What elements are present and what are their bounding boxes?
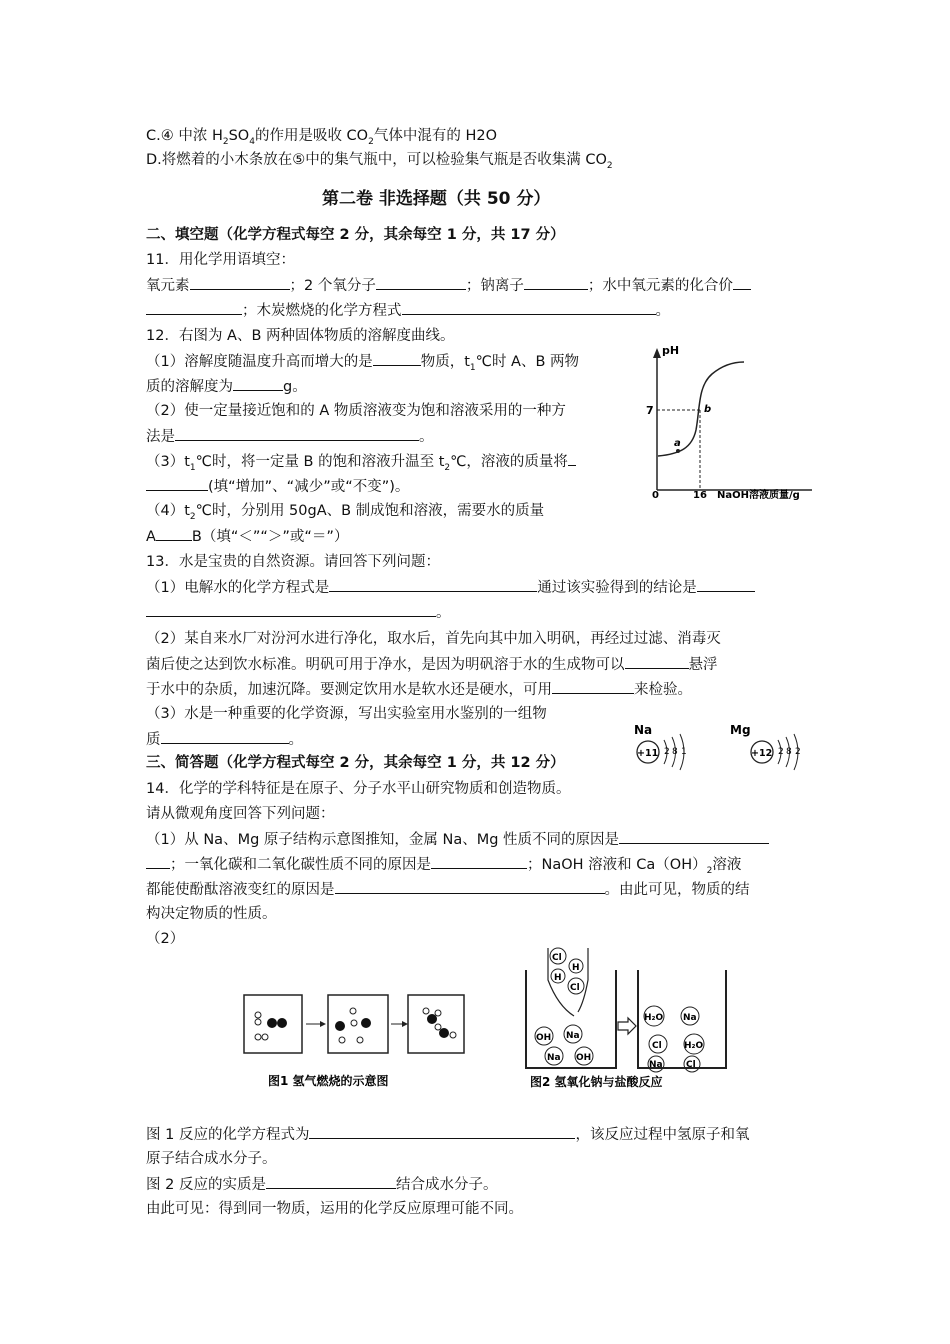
figure2-neutralization: [518, 940, 732, 1092]
fig2-caption: 图2 氢氧化钠与盐酸反应: [530, 1075, 663, 1089]
ion-h: H: [572, 963, 580, 973]
fig1-arrow-2-head: [402, 1021, 408, 1027]
blank[interactable]: [619, 829, 769, 844]
o-atom: [267, 1018, 277, 1028]
q12-p4a: $(4)t_2℃$时，分别用 50gA、B 制成饱和溶液，需要水的质量: [146, 503, 545, 522]
q14-p1d: 构决定物质的性质。: [146, 906, 277, 922]
y-axis-label: pH: [662, 344, 680, 357]
blank[interactable]: [373, 351, 421, 366]
ion-na: Na: [547, 1053, 561, 1063]
section2-heading: 二、填空题（化学方程式每空 2 分，其余每空 1 分，共 17 分）: [146, 227, 565, 243]
q14-p1c: 都能使酚酞溶液变红的原因是 。由此可见，物质的结: [146, 879, 750, 900]
h-atom: [435, 1010, 441, 1016]
h-atom: [350, 1008, 356, 1014]
blank[interactable]: [733, 275, 751, 290]
figure1-hydrogen-combustion: [238, 985, 478, 1095]
q13-p3a: （3）水是一种重要的化学资源，写出实验室用水鉴别的一组物: [146, 706, 547, 722]
na-symbol: Na: [634, 723, 653, 737]
option-c: C.④ 中浓 $H_2SO_4$的作用是吸收 $CO_2$气体中混有的 H2O: [146, 128, 497, 147]
h-atom: [255, 1012, 261, 1018]
q14-r1a: 图 1 反应的化学方程式为 ，该反应过程中氢原子和氧: [146, 1124, 749, 1145]
blank[interactable]: [329, 577, 537, 592]
o-atom: [335, 1021, 345, 1031]
h-atom: [351, 1020, 357, 1026]
blank[interactable]: [431, 854, 527, 869]
ion-na: Na: [566, 1031, 580, 1041]
blank[interactable]: [335, 879, 605, 894]
fig1-box-3: [408, 995, 464, 1053]
q13-p2c: 于水中的杂质，加速沉降。要测定饮用水是软水还是硬水，可用 来检验。: [146, 679, 692, 700]
h-atom: [435, 1024, 441, 1030]
h-atom: [255, 1034, 261, 1040]
na-shell-3-count: 1: [681, 747, 687, 757]
ion-na: Na: [649, 1060, 663, 1070]
q13-p1a: （1）电解水的化学方程式是 通过该实验得到的结论是: [146, 577, 755, 598]
q12-p1b: 质的溶解度为 g。: [146, 376, 307, 397]
q13-p2a: （2）某自来水厂对汾河水进行净化，取水后，首先向其中加入明矾，再经过过滤、消毒灭: [146, 631, 721, 647]
ion-h: H: [554, 973, 562, 983]
q13-p1b: 。: [146, 602, 451, 623]
blank[interactable]: [156, 526, 192, 541]
o-atom: [439, 1028, 449, 1038]
blank[interactable]: [524, 275, 588, 290]
ion-cl: Cl: [652, 1041, 662, 1051]
q11-stem: 11．用化学用语填空：: [146, 252, 295, 268]
q12-p1a: （1）溶解度随温度升高而增大的是 物质，$t_1℃$时 A、B 两物: [146, 351, 579, 378]
h-atom: [255, 1019, 261, 1025]
ion-cl: Cl: [570, 983, 580, 993]
na-shell-2-count: 8: [672, 747, 678, 757]
q12-p2a: （2）使一定量接近饱和的 A 物质溶液变为饱和溶液采用的一种方: [146, 403, 566, 419]
blank[interactable]: [697, 577, 755, 592]
q12-stem: 12．右图为 A、B 两种固体物质的溶解度曲线。: [146, 328, 455, 344]
blank[interactable]: [376, 275, 466, 290]
o-atom: [427, 1014, 437, 1024]
q12-p2b: 法是 。: [146, 426, 434, 447]
molecule-h2o: H₂O: [684, 1041, 704, 1051]
h-atom: [423, 1008, 429, 1014]
blank[interactable]: [161, 729, 289, 744]
q13-stem: 13．水是宝贵的自然资源。请回答下列问题：: [146, 554, 440, 570]
ion-cl: Cl: [686, 1060, 696, 1070]
blank[interactable]: [146, 476, 208, 491]
o-atom: [361, 1018, 371, 1028]
mg-shell-2-count: 8: [786, 747, 792, 757]
q14-stem1: 14．化学的学科特征是在原子、分子水平山研究物质和创造物质。: [146, 781, 571, 797]
q14-p1b: ；一氧化碳和二氧化碳性质不同的原因是 ；NaOH 溶液和 $Ca(OH)_2$溶液: [146, 854, 741, 881]
point-a-label: a: [674, 438, 681, 449]
blank[interactable]: [146, 602, 436, 617]
blank[interactable]: [309, 1124, 575, 1139]
blank[interactable]: [625, 654, 689, 669]
fig1-caption: 图1 氢气燃烧的示意图: [268, 1074, 389, 1088]
q12-p3b: (填“增加”、“减少”或“不变”)。: [146, 476, 409, 497]
ion-oh: OH: [576, 1053, 592, 1063]
q14-r2: 图 2 反应的实质是 结合成水分子。: [146, 1174, 497, 1195]
x-axis-label: NaOH溶液质量/g: [717, 490, 800, 500]
atom-structure-diagrams: [632, 720, 812, 776]
q13-p2b: 菌后使之达到饮水标准。明矾可用于净水，是因为明矾溶于水的生成物可以 悬浮: [146, 654, 718, 675]
h-atom: [262, 1034, 268, 1040]
point-b-label: b: [704, 404, 712, 415]
fig1-arrow-1-head: [320, 1021, 326, 1027]
option-d: D.将燃着的小木条放在⑤中的集气瓶中，可以检验集气瓶是否收集满 $CO_2$: [146, 152, 613, 171]
q14-conclusion: 由此可见：得到同一物质，运用的化学反应原理可能不同。: [146, 1201, 523, 1217]
q12-p4b: A B（填“＜”“＞”或“＝”）: [146, 526, 348, 547]
mg-symbol: Mg: [730, 723, 751, 737]
ph-curve: [658, 362, 744, 456]
blank[interactable]: [233, 376, 283, 391]
x-origin: 0: [652, 490, 659, 500]
o-atom: [277, 1018, 287, 1028]
molecule-h2o: H₂O: [644, 1013, 664, 1023]
q14-stem2: 请从微观角度回答下列问题：: [146, 806, 335, 822]
h-atom: [357, 1037, 363, 1043]
y-axis-arrow: [653, 348, 661, 358]
ion-na: Na: [683, 1013, 697, 1023]
mg-nucleus-charge: +12: [751, 748, 773, 759]
q13-p3b: 质 。: [146, 729, 303, 750]
mg-shell-3-count: 2: [795, 747, 801, 757]
na-nucleus-charge: +11: [637, 748, 659, 759]
na-atom: [634, 723, 687, 770]
ion-oh: OH: [536, 1033, 552, 1043]
blank[interactable]: [568, 451, 576, 466]
mg-atom: [730, 723, 801, 770]
mg-shell-1-count: 2: [778, 747, 784, 757]
blank[interactable]: [552, 679, 634, 694]
h-atom: [450, 1032, 456, 1038]
blank[interactable]: [175, 426, 419, 441]
blank[interactable]: [146, 854, 170, 869]
blank[interactable]: [190, 275, 290, 290]
q14-p2-label: （2）: [146, 931, 185, 947]
ion-cl: Cl: [552, 953, 562, 963]
x-tick-16: 16: [693, 490, 707, 500]
blank[interactable]: [402, 300, 656, 315]
section3-heading: 三、简答题（化学方程式每空 2 分，其余每空 1 分，共 12 分）: [146, 755, 565, 771]
point-a-dot: [676, 449, 680, 453]
q12-p3a: $(3)t_1℃$时，将一定量 B 的饱和溶液升温至 $t_2℃$，溶液的质量将: [146, 451, 576, 478]
blank[interactable]: [146, 300, 242, 315]
blank[interactable]: [266, 1174, 396, 1189]
q11-line2: ；木炭燃烧的化学方程式 。: [146, 300, 670, 321]
y-tick-7: 7: [646, 404, 654, 417]
q14-r1b: 原子结合成水分子。: [146, 1151, 277, 1167]
na-shell-1-count: 2: [664, 747, 670, 757]
part2-title: 第二卷 非选择题（共 50 分）: [322, 189, 551, 209]
q14-p1a: （1）从 Na、Mg 原子结构示意图推知，金属 Na、Mg 性质不同的原因是: [146, 829, 769, 850]
ph-graph: [640, 338, 815, 500]
q11-line1: 氧元素 ；2 个氧分子 ；钠离子 ；水中氧元素的化合价: [146, 275, 751, 296]
reaction-arrow: [618, 1018, 636, 1034]
h-atom: [339, 1037, 345, 1043]
